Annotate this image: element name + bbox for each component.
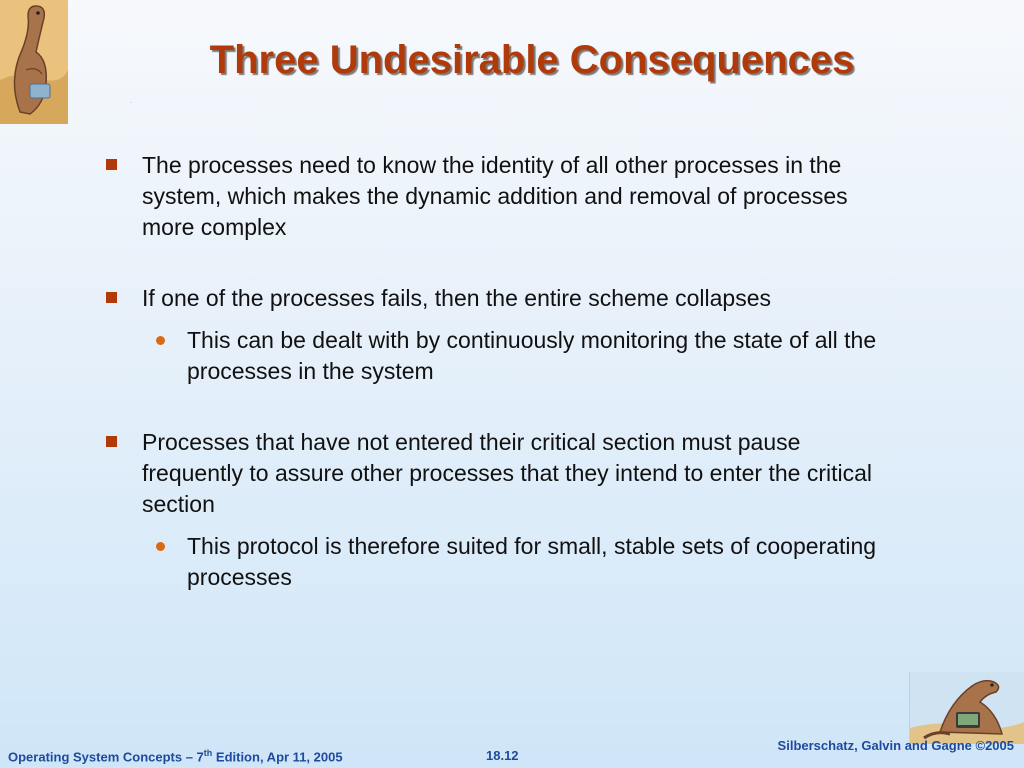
sub-bullet-text: This can be dealt with by continuously monitoring the state of all the processes in the system [187, 327, 877, 384]
list-item [100, 427, 890, 593]
page-title: Three Undesirable Consequences [209, 38, 855, 82]
footer-copyright: Silberschatz, Galvin and Gagne ©2005 [777, 738, 1014, 753]
list-item [100, 283, 890, 387]
bullet-text: If one of the processes fails, then the entire scheme collapses [142, 285, 772, 311]
bullet-text: The processes need to know the identity of all other processes in the system, which makes the dynamic addition and removal of processes more complex [142, 152, 848, 240]
square-bullet-icon [106, 436, 117, 447]
footer-edition: Operating System Concepts – 7th Edition, Apr 11, 2005 [8, 748, 343, 765]
sub-bullet-text: This protocol is therefore suited for small, stable sets of cooperating processes [187, 533, 877, 590]
footer-page-number: 18.12 [486, 748, 519, 763]
round-bullet-icon [156, 542, 165, 551]
sub-list-item [142, 531, 890, 593]
sub-list-item [142, 325, 890, 387]
round-bullet-icon [156, 336, 165, 345]
square-bullet-icon [106, 292, 117, 303]
square-bullet-icon [106, 159, 117, 170]
list-item [100, 150, 890, 243]
dinosaur-laptop-icon [909, 672, 1024, 744]
bullet-text: Processes that have not entered their critical section must pause frequently to assure other processes that they intend to enter the critical section [142, 429, 873, 517]
decorative-dot: . [130, 96, 133, 105]
footer [0, 738, 1024, 768]
bullet-list [100, 150, 890, 593]
